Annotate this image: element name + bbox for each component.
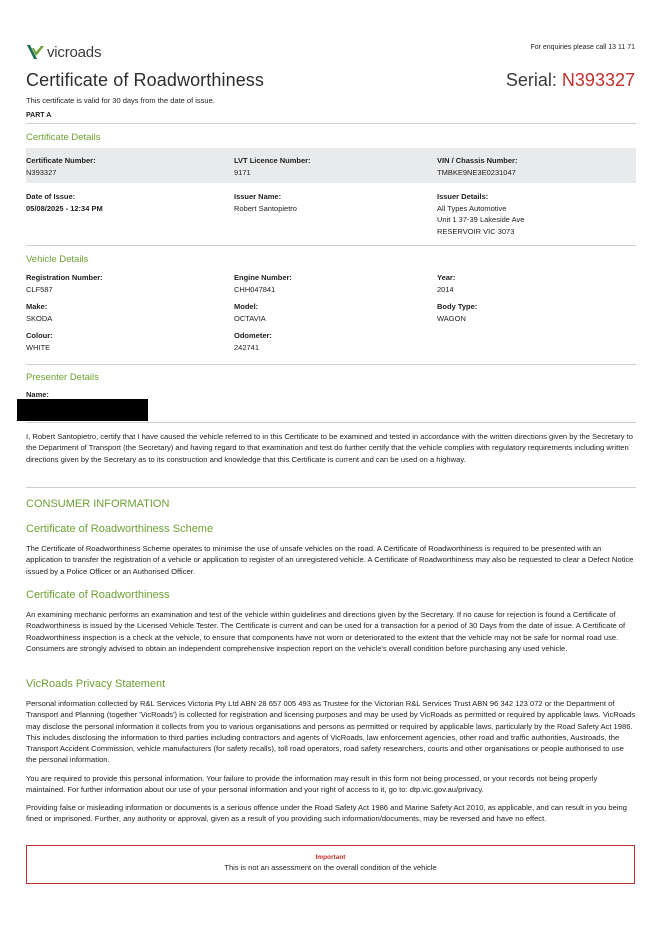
engine-label: Engine Number: — [234, 273, 292, 282]
make-label: Make: — [26, 302, 48, 311]
consumer-information-heading: CONSUMER INFORMATION — [26, 498, 170, 510]
odometer-value: 242741 — [234, 342, 260, 352]
serial-label: Serial: — [505, 70, 557, 90]
engine-value: CHH047841 — [234, 284, 276, 294]
divider — [26, 422, 636, 423]
make-cell — [26, 301, 52, 324]
date-of-issue-value: 05/08/2025 - 12:34 PM — [26, 203, 103, 213]
certificate-number-cell — [26, 155, 96, 178]
registration-label: Registration Number: — [26, 273, 103, 282]
date-of-issue-cell — [26, 191, 103, 214]
lvt-licence-label: LVT Licence Number: — [234, 156, 311, 165]
certificate-number-label: Certificate Number: — [26, 156, 96, 165]
year-value: 2014 — [437, 284, 454, 294]
redacted-presenter-name — [17, 399, 148, 421]
date-of-issue-label: Date of Issue: — [26, 192, 76, 201]
vin-label: VIN / Chassis Number: — [437, 156, 518, 165]
certificate-details-row-2 — [26, 190, 636, 240]
year-label: Year: — [437, 273, 456, 282]
privacy-text-2: You are required to provide this personal information. Your failure to provide the information may result in this form not being processed, or your records not being properly maintained. For further information about our use of your personal information and your right of access to it, go to: dtp.vic.gov.au/privacy. — [26, 774, 598, 795]
registration-value: CLF587 — [26, 284, 53, 294]
certificate-number-value: N393327 — [26, 167, 57, 177]
issuer-name-value: Robert Santopietro — [234, 203, 297, 213]
issuer-name-label: Issuer Name: — [234, 192, 282, 201]
model-cell — [234, 301, 266, 324]
colour-cell — [26, 330, 53, 353]
issuer-details-label: Issuer Details: — [437, 192, 489, 201]
divider — [26, 245, 636, 246]
odometer-cell — [234, 330, 272, 353]
model-value: OCTAVIA — [234, 313, 266, 323]
model-label: Model: — [234, 302, 259, 311]
issuer-details-line-2: Unit 1 37-39 Lakeside Ave — [437, 215, 525, 224]
important-notice — [26, 845, 635, 884]
declaration-text: I, Robert Santopietro, certify that I have caused the vehicle referred to in this Certificate to be examined and tested in accordance with the written directions given by the Secretary to the Department of Transport (the Secretary) and having regard to that examination and test do further certify that the vehicle complies with regulatory requirements including written directions given by the Secretary as to its construction and knowledge that this Certificate is current and can be used on a highway. — [26, 432, 633, 464]
vin-value: TMBKE9NE3E0231047 — [437, 167, 516, 177]
important-label: Important — [315, 854, 346, 861]
presenter-name-label: Name: — [26, 390, 49, 399]
scheme-text: The Certificate of Roadworthiness Scheme operates to minimise the use of unsafe vehicles on the road. A Certificate of Roadworthiness is required to be presented with an application to transfer the registration of a vehicle or application to register of an unregistered vehicle. A Certificate of Roadworthiness may also be requested to clear a Defect Notice issued by a Police Officer or an Authorised Officer. — [26, 544, 634, 576]
vehicle-details-heading: Vehicle Details — [26, 254, 89, 265]
certificate-heading: Certificate of Roadworthiness — [26, 589, 170, 601]
enquiries-text: For enquiries please call 13 11 71 — [530, 44, 635, 51]
certificate-text: An examining mechanic performs an examination and test of the vehicle within guidelines and directions given by the Secretary. If no cause for rejection is found a Certificate of Roadworthiness is issued by the Licensed Vehicle Tester. The Certificate is current and can be used for a transaction for a period of 30 Days from the date of issue. A Certificate of Roadworthiness inspection is a check at the vehicle, to ensure that components have not worn or deteriorated to the extent that the vehicle may not be safe for normal road use. Consumers are strongly advised to obtain an independent comprehensive inspection report on the vehicle's overall condition before purchasing any used vehicle. — [26, 610, 626, 653]
year-cell — [437, 272, 455, 295]
vicroads-logo — [26, 42, 101, 62]
make-value: SKODA — [26, 313, 53, 323]
lvt-licence-cell — [234, 155, 311, 178]
certificate-details-heading: Certificate Details — [26, 132, 101, 143]
issuer-details-line-3: RESERVOIR VIC 3073 — [437, 226, 515, 236]
issuer-details-line-1: All Types Automotive — [437, 203, 507, 213]
privacy-heading: VicRoads Privacy Statement — [26, 678, 166, 690]
issuer-details-cell — [437, 191, 524, 237]
odometer-label: Odometer: — [234, 331, 272, 340]
vehicle-details-grid — [26, 272, 636, 362]
logo-text: vicroads — [47, 43, 102, 61]
certificate-details-row-1 — [26, 148, 636, 183]
serial-number: N393327 — [561, 70, 635, 90]
issuer-name-cell — [234, 191, 297, 214]
colour-value: WHITE — [26, 342, 51, 352]
body-type-value: WAGON — [437, 313, 466, 323]
privacy-text-1: Personal information collected by R&L Services Victoria Pty Ltd ABN 28 657 005 493 as Trustee for the Victorian R&L Services Trust ABN 96 342 123 072 or the Department of Transport and Planning (together 'VicRoads') is collected for registration and licensing purposes and may be used by VicRoads as permitted or required by applicable laws. VicRoads may disclose the personal information it collects from you to various organisations and persons as permitted or required by applicable laws, particularly by the Road Safety Act 1986. This includes disclosing the information to third parties including contractors and agents of VicRoads, law enforcement agencies, other road and traffic authorities, Austroads, the Transport Accident Commission, vehicle manufacturers (for safety recalls), toll road operators, road safety researchers, courts and other organisations or people authorised to use the personal information. — [26, 699, 636, 765]
presenter-details-heading: Presenter Details — [26, 372, 99, 383]
divider — [26, 123, 636, 124]
page-title: Certificate of Roadworthiness — [26, 70, 265, 90]
part-label: PART A — [26, 112, 52, 119]
validity-note: This certificate is valid for 30 days from the date of issue. — [26, 96, 215, 105]
vicroads-logo-icon — [26, 42, 46, 62]
registration-cell — [26, 272, 103, 295]
serial — [506, 70, 635, 91]
divider — [26, 487, 636, 488]
divider — [26, 364, 636, 365]
lvt-licence-value: 9171 — [234, 167, 251, 177]
scheme-heading: Certificate of Roadworthiness Scheme — [26, 523, 214, 535]
body-type-label: Body Type: — [437, 302, 478, 311]
body-type-cell — [437, 301, 477, 324]
engine-cell — [234, 272, 292, 295]
colour-label: Colour: — [26, 331, 53, 340]
vin-cell — [437, 155, 517, 178]
privacy-text-3: Providing false or misleading information or documents is a serious offence under the Road Safety Act 1986 and Marine Safety Act 2010, as applicable, and can result in you being fined or imprisoned. Further, any authority or approval, given as a result of you providing such information/documents, may be reversed and have no effect. — [26, 803, 627, 824]
important-message: This is not an assessment on the overall condition of the vehicle — [224, 863, 437, 872]
